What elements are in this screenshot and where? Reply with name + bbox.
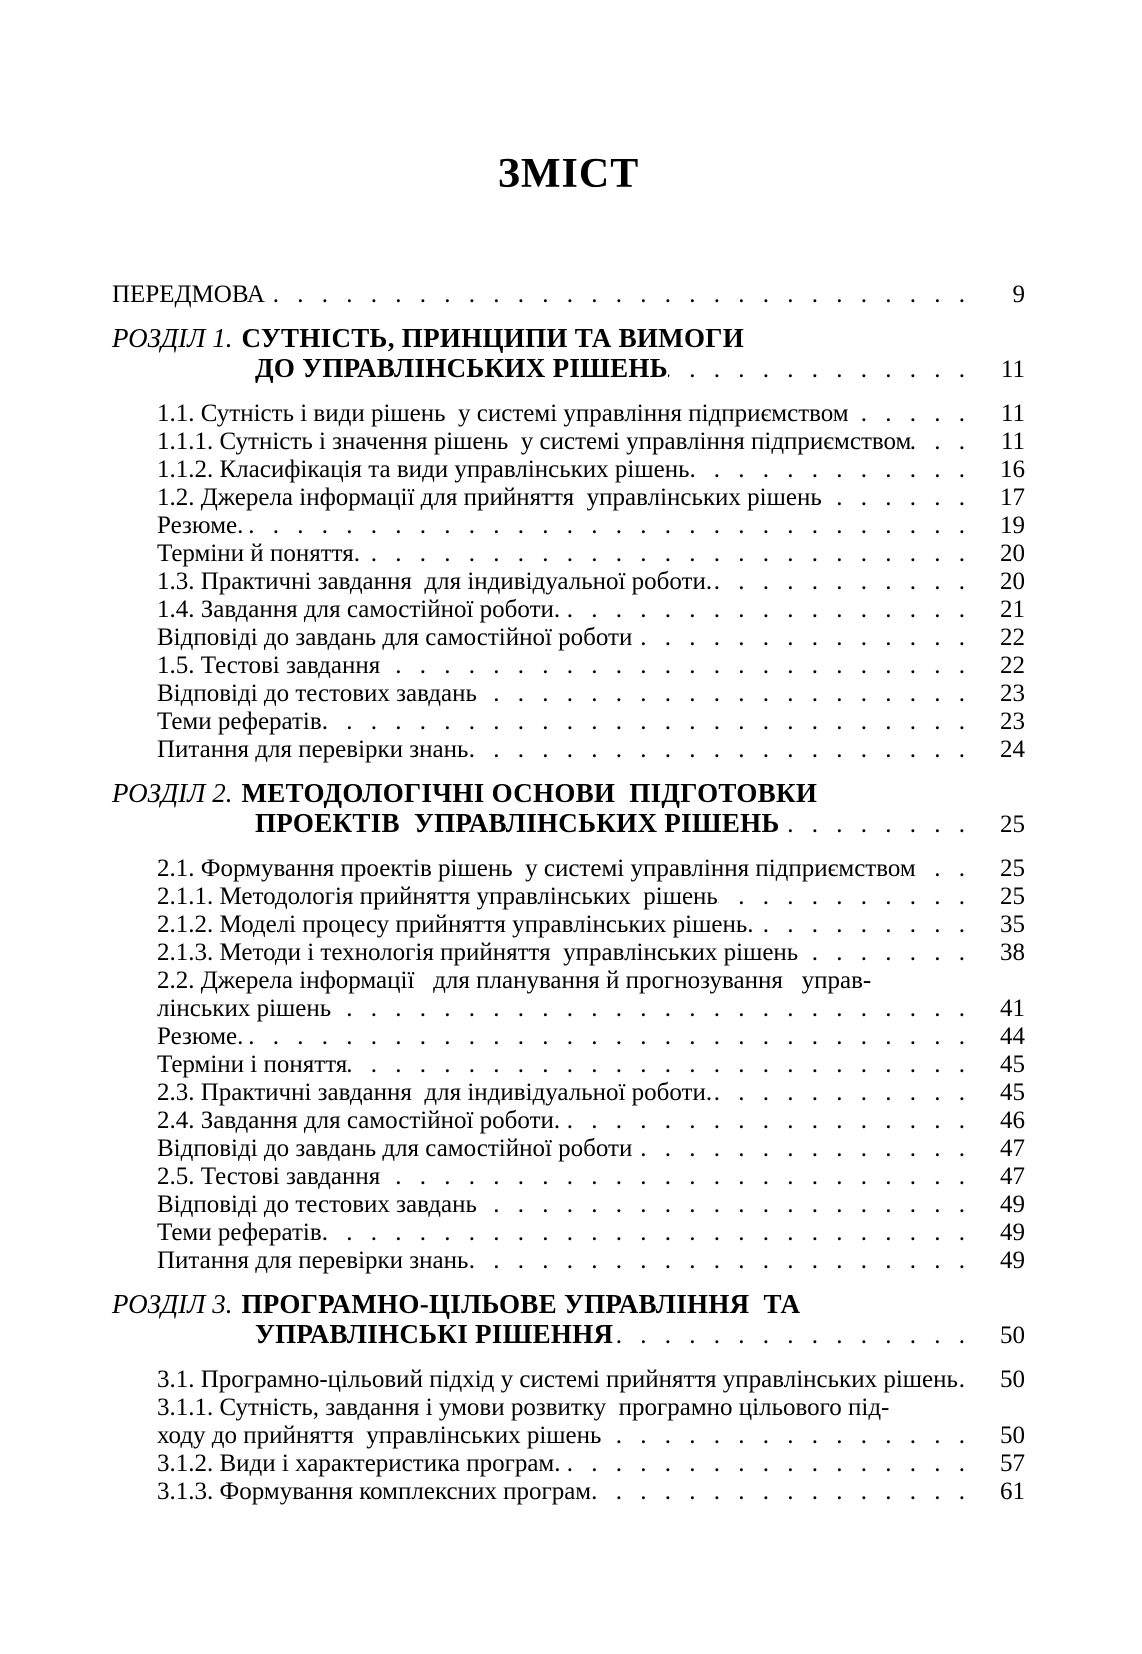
page-number: 46 [1000,1107,1025,1134]
chapter-title-continued: ПРОЕКТІВ УПРАВЛІНСЬКИХ РІШЕНЬ [255,808,780,838]
toc-entry-line2 [112,1422,1025,1450]
toc-entry-text: 1.3. Практичні завдання для індивідуальної роботи. [157,568,713,595]
page-number: 21 [1000,596,1025,623]
toc-entry-text: Теми рефератів [157,1219,322,1246]
toc-entry-text: Терміни і поняття [157,1051,348,1078]
chapter-title: СУТНІСТЬ, ПРИНЦИПИ ТА ВИМОГИ [241,323,745,353]
toc-entry [112,1079,1025,1107]
toc-entry [112,1023,1025,1051]
toc-entry-text: 3.1.2. Види і характеристика програм. [157,1450,561,1477]
dot-leader [468,1247,971,1275]
toc-entry [112,1478,1025,1506]
dot-leader [849,400,971,428]
chapter-heading-line2 [112,808,1025,840]
dot-leader [265,281,971,309]
toc-entry [112,400,1025,428]
dot-leader [468,736,971,764]
toc-entry [112,708,1025,736]
toc-chapter-entry [112,778,1025,840]
toc-entry [112,939,1025,967]
toc-entry [112,540,1025,568]
page-number: 57 [1000,1450,1025,1477]
toc-entry-text: 1.5. Тестові завдання [157,652,381,679]
toc-entry-text-line1: 2.2. Джерела інформації для планування й прогнозування управ- [157,967,872,994]
toc-entry-text-line1: 3.1.1. Сутність, завдання і умови розвитку програмно цільового під- [157,1394,890,1421]
toc-entry [112,1191,1025,1219]
toc-entry [112,428,1025,456]
toc-entry [112,855,1025,883]
toc-entry-text: Відповіді до тестових завдань [157,1191,477,1218]
dot-leader [322,708,971,736]
page-number: 50 [1000,1366,1025,1393]
toc-entry-text: 2.1.2. Моделі процесу прийняття управлінських рішень. [157,911,754,938]
chapter-heading-line2 [112,353,1025,385]
toc-entry [112,1163,1025,1191]
page-number: 24 [1000,736,1025,763]
toc-entry-text: 1.1. Сутність і види рішень у системі управління підприємством [157,400,849,427]
page-number: 61 [1000,1478,1025,1505]
toc-entry-multiline [112,967,1025,1023]
page-number: 25 [1000,883,1025,910]
chapter-title-continued: УПРАВЛІНСЬКІ РІШЕННЯ [255,1319,614,1349]
dot-leader [613,1321,971,1351]
page-number: 19 [1000,512,1025,539]
page-number: 38 [1000,939,1025,966]
dot-leader [916,855,971,883]
toc-entry-text: Відповіді до тестових завдань [157,680,477,707]
dot-leader [632,624,971,652]
toc-entry-text: 1.1.1. Сутність і значення рішень у системі управління підприємством [157,428,912,455]
dot-leader [561,1450,972,1478]
page-number: 25 [1000,855,1025,882]
toc-entry-text: 1.4. Завдання для самостійної роботи. [157,596,561,623]
dot-leader [560,1107,971,1135]
toc-entry-text: 2.1.1. Методологія прийняття управлінських рішень [157,883,718,910]
chapter-heading-line1 [112,778,1025,808]
dot-leader [380,1163,971,1191]
toc-chapter-entry [112,1289,1025,1351]
toc-entry [112,484,1025,512]
dot-leader [780,810,971,840]
dot-leader [347,1051,971,1079]
toc-entry-text: 1.2. Джерела інформації для прийняття управлінських рішень [157,484,822,511]
dot-leader [477,1191,971,1219]
toc-entry [112,281,1025,309]
chapter-heading-line2 [112,1319,1025,1351]
chapter-title: МЕТОДОЛОГІЧНІ ОСНОВИ ПІДГОТОВКИ [241,778,818,808]
dot-leader [958,1366,971,1394]
page-title: ЗМІСТ [497,151,640,197]
page-number: 11 [1000,428,1025,455]
page-number: 35 [1000,911,1025,938]
page-number: 16 [1000,456,1025,483]
dot-leader [754,911,972,939]
toc-entry [112,680,1025,708]
toc-entry-text: Резюме. [157,1023,244,1050]
page-number: 47 [1000,1163,1025,1190]
toc-entry-text: Питання для перевірки знань [157,736,469,763]
chapter-label: РОЗДІЛ 2. [112,778,233,808]
toc-entry [112,883,1025,911]
toc-entry-multiline [112,1394,1025,1450]
toc-entry-text: 2.3. Практичні завдання для індивідуальної роботи. [157,1079,713,1106]
page-number: 47 [1000,1135,1025,1162]
page-number: 49 [1000,1191,1025,1218]
toc-entry [112,1366,1025,1394]
chapter-heading-line1 [112,323,1025,353]
dot-leader [597,1478,971,1506]
toc-entry [112,1107,1025,1135]
page-number: 49 [1000,1247,1025,1274]
toc-entry-text-continued: ходу до прийняття управлінських рішень [157,1422,602,1449]
toc-entry [112,1135,1025,1163]
page-number: 9 [1012,281,1025,308]
page-number: 22 [1000,652,1025,679]
toc-entry-text: Терміни й поняття. [157,540,360,567]
page-number: 23 [1000,708,1025,735]
chapter-title-continued: ДО УПРАВЛІНСЬКИХ РІШЕНЬ [255,353,668,383]
toc-entry-text: 2.5. Тестові завдання [157,1163,381,1190]
page-number: 50 [1000,1322,1025,1349]
toc-entry [112,652,1025,680]
dot-leader [322,1219,971,1247]
dot-leader [718,883,971,911]
dot-leader [360,540,971,568]
chapter-label: РОЗДІЛ 1. [112,323,233,353]
toc-entry-text: 3.1.3. Формування комплексних програм. [157,1478,598,1505]
toc-entry [112,1051,1025,1079]
page-number: 23 [1000,680,1025,707]
dot-leader [380,652,971,680]
dot-leader [243,512,971,540]
dot-leader [601,1422,971,1450]
page-number: 41 [1000,995,1025,1022]
page-number: 22 [1000,624,1025,651]
page-number: 25 [1000,811,1025,838]
page-number: 50 [1000,1422,1025,1449]
toc-entry-text: Теми рефератів [157,708,322,735]
toc-entry-text: 1.1.2. Класифікація та види управлінських рішень. [157,456,696,483]
dot-leader [668,355,971,385]
chapter-title: ПРОГРАМНО-ЦІЛЬОВЕ УПРАВЛІННЯ ТА [241,1289,801,1319]
page-number: 17 [1000,484,1025,511]
page-number: 20 [1000,540,1025,567]
toc-entry-text: Відповіді до завдань для самостійної роботи [157,1135,633,1162]
toc-list [112,281,1025,1506]
toc-entry-text-continued: лінських рішень [157,995,332,1022]
toc-entry [112,568,1025,596]
dot-leader [798,939,971,967]
toc-entry-text: 2.1.3. Методи і технологія прийняття управлінських рішень [157,939,799,966]
page-number: 20 [1000,568,1025,595]
page-number: 11 [1000,356,1025,383]
dot-leader [632,1135,971,1163]
toc-entry [112,624,1025,652]
dot-leader [243,1023,971,1051]
dot-leader [911,428,971,456]
toc-entry-text: ПЕРЕДМОВА [112,281,265,308]
toc-entry [112,456,1025,484]
toc-entry-text: Резюме. [157,512,244,539]
toc-chapter-entry [112,323,1025,385]
toc-entry-text: 2.1. Формування проектів рішень у системі управління підприємством [157,855,916,882]
page-number: 45 [1000,1079,1025,1106]
page-number: 44 [1000,1023,1025,1050]
toc-entry [112,736,1025,764]
toc-entry-text: Відповіді до завдань для самостійної роботи [157,624,633,651]
dot-leader [712,568,971,596]
dot-leader [822,484,971,512]
page-number: 45 [1000,1051,1025,1078]
dot-leader [712,1079,971,1107]
toc-entry [112,512,1025,540]
toc-entry-text: 2.4. Завдання для самостійної роботи. [157,1107,561,1134]
toc-entry [112,596,1025,624]
toc-entry [112,911,1025,939]
toc-entry-text: Питання для перевірки знань [157,1247,469,1274]
page-number: 49 [1000,1219,1025,1246]
toc-entry-line2 [112,995,1025,1023]
chapter-label: РОЗДІЛ 3. [112,1289,233,1319]
toc-entry [112,1247,1025,1275]
dot-leader [477,680,971,708]
dot-leader [331,995,971,1023]
toc-entry-text: 3.1. Програмно-цільовий підхід у системі прийняття управлінських рішень [157,1366,958,1393]
dot-leader [560,596,971,624]
page-number: 11 [1000,400,1025,427]
dot-leader [696,456,971,484]
toc-entry [112,1450,1025,1478]
toc-entry [112,1219,1025,1247]
chapter-heading-line1 [112,1289,1025,1319]
